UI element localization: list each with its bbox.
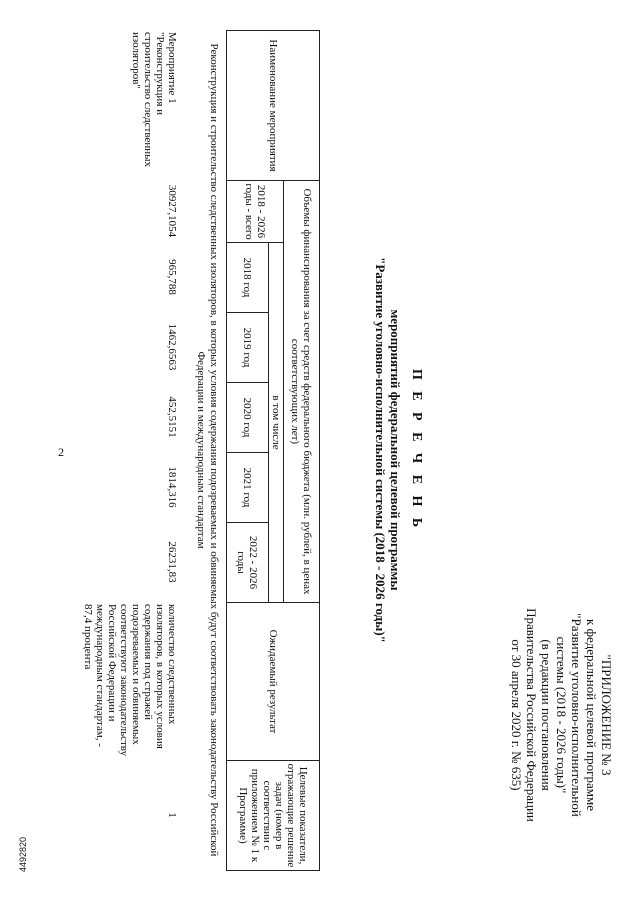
section-title: Реконструкция и строительство следственных изоляторов, в которых условия содержания подозреваемых и обвиняемых будут соответствовать законодательству Российской Федерации и международным стандартам (195, 43, 220, 857)
header-year: 2021 год (227, 453, 269, 523)
value-total: 30927,1054 (166, 184, 178, 238)
annex-line: "ПРИЛОЖЕНИЕ № 3 (599, 654, 614, 776)
expected-result: количество следственных изоляторов, в которых условия содержания под стражей подозреваемых и обвиняемых соответствуют законодательству Российской Федерации и международным стандартам, - 87,4 процента (82, 604, 178, 757)
header-table (226, 30, 320, 871)
activity-name: Мероприятие 1 "Реконструкция и строительство следственных изоляторов" (130, 32, 178, 168)
header-year: 2018 год (227, 243, 269, 313)
document-code: 4492820 (18, 836, 28, 872)
annex-line: Правительства Российской Федерации (524, 608, 539, 822)
header-funding-group: Объемы финансирования за счет средств федерального бюджета (млн. рублей, в ценах соответствующих лет) (284, 181, 320, 603)
annex-line: системы (2018 - 2026 годы)" (554, 636, 569, 794)
header-target-indicators: Целевые показатели, отражающие решение задач (номер в соответствии с приложением № 1 к Программе) (227, 761, 320, 871)
header-expected-result: Ожидаемый результат (227, 603, 320, 761)
annex-line: (в редакции постановления (539, 639, 554, 791)
header-total: 2018 - 2026 годы - всего (227, 181, 284, 243)
title-main: П Е Р Е Ч Е Н Ь (409, 368, 424, 532)
annex-line: к федеральной целевой программе (584, 619, 599, 811)
header-year: 2019 год (227, 313, 269, 383)
value-2022-2026: 26231,83 (166, 541, 178, 583)
document-title (373, 90, 424, 810)
table-row (82, 30, 178, 870)
header-year: 2022 - 2026 годы (227, 523, 269, 603)
value-2021: 1814,316 (166, 466, 178, 508)
header-year: 2020 год (227, 383, 269, 453)
annex-line: "Развитие уголовно-исполнительной (569, 613, 584, 817)
title-sub: мероприятий федеральной целевой программы (388, 309, 403, 591)
data-table (82, 30, 178, 870)
page-number: 2 (58, 445, 64, 459)
rotated-content (20, 10, 620, 890)
header-activity-name: Наименование мероприятия (227, 31, 320, 181)
target-indicator: 1 (166, 812, 178, 818)
value-2018: 965,788 (166, 259, 178, 295)
value-2020: 452,5151 (166, 396, 178, 438)
value-2019: 1462,6563 (166, 323, 178, 371)
annex-block (509, 550, 614, 880)
program-name: "Развитие уголовно-исполнительной системы (2018 - 2026 годы)" (373, 257, 388, 643)
annex-line: от 30 апреля 2020 г. № 635) (509, 639, 524, 791)
header-in-that-number: в том числе (269, 243, 284, 603)
